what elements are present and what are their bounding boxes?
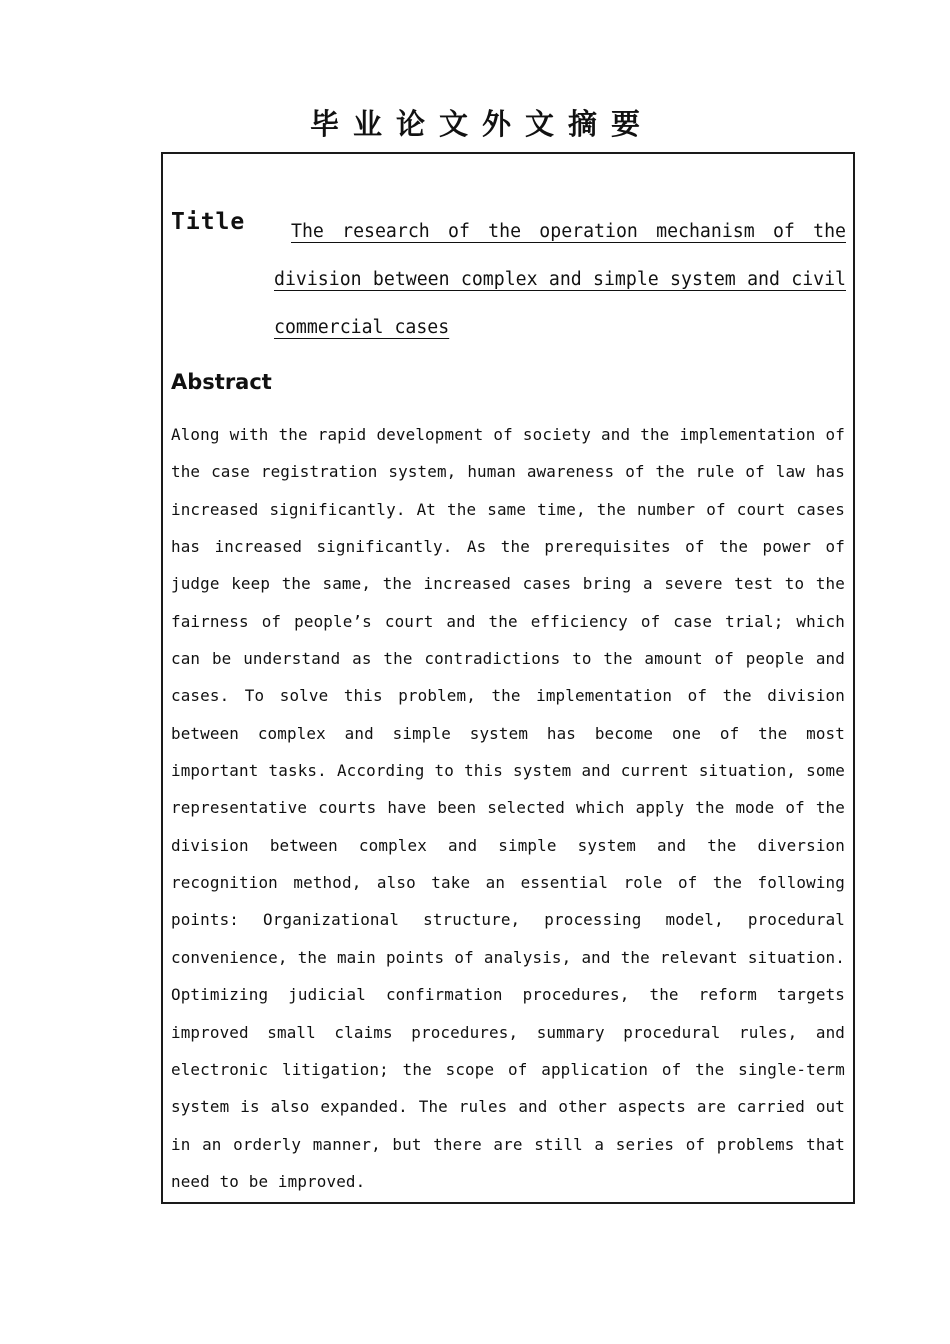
thesis-title: The research of the operation mechanism of the division between complex and simple system and civil commercial cases [274,221,846,338]
abstract-body: Along with the rapid development of society and the implementation of the case registration system, human awareness of the rule of law has increased significantly. At the same time, the number of court cases has increased significantly. As the prerequisites of the power of judge keep the same, the increased cases bring a severe test to the fairness of people’s court and the efficiency of case trial; which can be understand as the contradictions to the amount of people and cases. To solve this problem, the implementation of the division between complex and simple system has become one of the most important tasks. According to this system and current situation, some representative courts have been selected which apply the mode of the division between complex and simple system and the diversion recognition method, also take an essential role of the following points: Organizational structure, processing model, procedural convenience, the main points of analysis, and the relevant situation. Optimizing judicial confirmation procedures, the reform targets improved small claims procedures, summary procedural rules, and electronic litigation; the scope of application of the single-term system is also expanded. The rules and other aspects are carried out in an orderly manner, but there are still a series of problems that need to be improved. [171,425,845,1191]
abstract-heading: Abstract [171,370,272,394]
title-label: Title [171,209,246,235]
abstract-table-frame [161,152,855,1204]
page-title: 毕业论文外文摘要 [309,107,654,141]
